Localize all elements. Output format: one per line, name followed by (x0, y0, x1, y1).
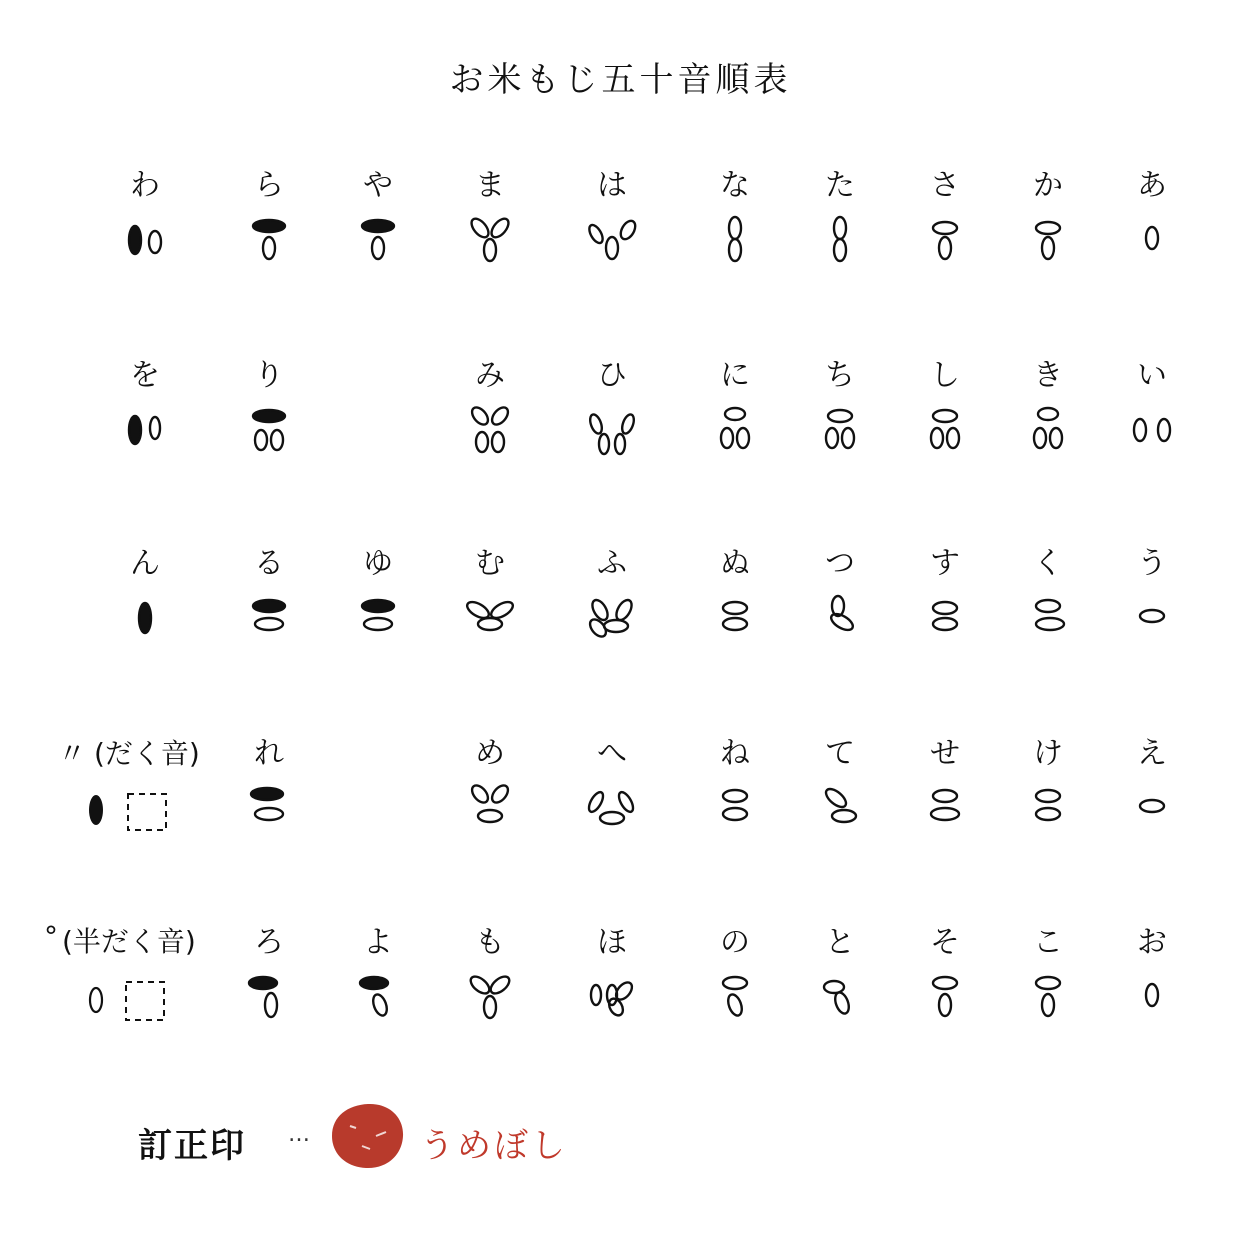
rice-grain-glyph-icon (115, 402, 175, 462)
rice-grain-glyph-icon (810, 212, 870, 272)
kana-cell (790, 925, 890, 1055)
kana-cell (685, 546, 785, 676)
rice-grain-glyph-icon (239, 780, 299, 840)
rice-grain-glyph-icon (460, 212, 520, 272)
rice-grain-glyph-icon (582, 590, 642, 650)
kana-label: ぬ (720, 546, 750, 581)
kana-cell (95, 546, 195, 676)
kana-label: て (825, 736, 855, 771)
kana-label: る (254, 546, 284, 581)
kana-cell (440, 168, 540, 298)
kana-label: う (1137, 546, 1167, 581)
rice-grain-glyph-icon (1018, 402, 1078, 462)
kana-label: そ (930, 925, 960, 960)
rice-grain-glyph-icon (1018, 780, 1078, 840)
rice-grain-glyph-icon (1122, 780, 1182, 840)
kana-cell (895, 168, 995, 298)
kana-cell (440, 546, 540, 676)
kana-label: め (475, 736, 505, 771)
kana-label: り (254, 358, 284, 393)
kana-label: か (1033, 168, 1063, 203)
rice-grain-glyph-icon (915, 402, 975, 462)
correction-seal-label: 訂正印 (138, 1126, 246, 1166)
kana-label: ひ (597, 358, 627, 393)
handakuten-label: (半だく音) (62, 925, 196, 958)
rice-grain-glyph-icon (915, 590, 975, 650)
kana-cell (998, 546, 1098, 676)
kana-label: い (1137, 358, 1167, 393)
rice-grain-glyph-icon (460, 969, 520, 1029)
rice-grain-glyph-icon (1018, 212, 1078, 272)
rice-grain-glyph-icon (1122, 402, 1182, 462)
kana-label: ろ (254, 925, 284, 960)
stamp-name: うめぼし (420, 1126, 568, 1166)
kana-label: く (1033, 546, 1063, 581)
kana-label: ん (130, 546, 160, 581)
kana-label: え (1137, 736, 1167, 771)
rice-grain-glyph-icon (239, 212, 299, 272)
kana-cell (562, 546, 662, 676)
kana-label: つ (825, 546, 855, 581)
kana-cell (219, 736, 319, 866)
rice-grain-glyph-icon (705, 780, 765, 840)
kana-label: す (930, 546, 960, 581)
kana-label: き (1033, 358, 1063, 393)
rice-grain-glyph-icon (239, 402, 299, 462)
kana-label: へ (597, 736, 627, 771)
kana-cell (328, 546, 428, 676)
kana-cell (562, 736, 662, 866)
handakuten-example-icon (84, 978, 174, 1026)
kana-cell (440, 925, 540, 1055)
rice-grain-glyph-icon (582, 780, 642, 840)
kana-cell (562, 925, 662, 1055)
rice-grain-glyph-icon (915, 780, 975, 840)
dakuten-example-icon (84, 788, 174, 836)
rice-grain-glyph-icon (582, 969, 642, 1029)
handakuten-mark: ° (44, 920, 58, 953)
kana-cell (998, 168, 1098, 298)
rice-grain-glyph-icon (1122, 212, 1182, 272)
dakuten-label: (だく音) (94, 737, 200, 770)
kana-label: よ (363, 925, 393, 960)
rice-grain-glyph-icon (348, 212, 408, 272)
rice-grain-glyph-icon (348, 969, 408, 1029)
kana-label: や (363, 168, 393, 203)
rice-grain-glyph-icon (1122, 590, 1182, 650)
kana-label: お (1137, 925, 1167, 960)
rice-grain-glyph-icon (810, 402, 870, 462)
kana-cell (440, 358, 540, 488)
kana-label: に (720, 358, 750, 393)
kana-label: も (475, 925, 505, 960)
kana-cell (790, 736, 890, 866)
kana-cell (1102, 546, 1202, 676)
kana-cell (219, 925, 319, 1055)
rice-grain-glyph-icon (915, 969, 975, 1029)
rice-grain-glyph-icon (1018, 969, 1078, 1029)
kana-cell (219, 546, 319, 676)
rice-grain-glyph-icon (460, 780, 520, 840)
kana-cell (685, 358, 785, 488)
kana-cell (790, 168, 890, 298)
kana-cell (998, 358, 1098, 488)
kana-label: さ (930, 168, 960, 203)
rice-grain-glyph-icon (582, 212, 642, 272)
kana-cell (895, 546, 995, 676)
kana-label: ほ (597, 925, 627, 960)
kana-label: を (130, 358, 160, 393)
kana-label: む (475, 546, 505, 581)
rice-grain-glyph-icon (705, 212, 765, 272)
kana-cell (219, 358, 319, 488)
umeboshi-stamp-icon (328, 1100, 406, 1172)
kana-label: け (1033, 736, 1063, 771)
kana-label: み (475, 358, 505, 393)
kana-cell (95, 168, 195, 298)
kana-cell (998, 925, 1098, 1055)
kana-label: ら (254, 168, 284, 203)
rice-grain-glyph-icon (705, 969, 765, 1029)
rice-grain-glyph-icon (239, 590, 299, 650)
kana-label: ゆ (363, 546, 393, 581)
rice-grain-glyph-icon (460, 402, 520, 462)
rice-grain-glyph-icon (239, 969, 299, 1029)
kana-label: の (720, 925, 750, 960)
kana-cell (685, 925, 785, 1055)
leader-dots: … (288, 1122, 310, 1147)
page-title: お米もじ五十音順表 (449, 60, 792, 100)
kana-label: ま (475, 168, 505, 203)
rice-grain-glyph-icon (705, 402, 765, 462)
rice-grain-glyph-icon (810, 780, 870, 840)
kana-cell (328, 168, 428, 298)
kana-cell (895, 736, 995, 866)
rice-grain-glyph-icon (915, 212, 975, 272)
kana-label: と (825, 925, 855, 960)
kana-cell (95, 358, 195, 488)
kana-label: れ (254, 736, 284, 771)
rice-grain-glyph-icon (115, 590, 175, 650)
kana-cell (219, 168, 319, 298)
kana-cell (562, 168, 662, 298)
kana-label: な (720, 168, 750, 203)
kana-label: こ (1033, 925, 1063, 960)
kana-label: ね (720, 736, 750, 771)
kana-label: ち (825, 358, 855, 393)
rice-grain-glyph-icon (705, 590, 765, 650)
kana-label: わ (130, 168, 160, 203)
kana-cell (790, 546, 890, 676)
kana-cell (440, 736, 540, 866)
kana-label: ふ (597, 546, 627, 581)
rice-grain-glyph-icon (810, 590, 870, 650)
kana-cell (328, 925, 428, 1055)
kana-cell (895, 358, 995, 488)
kana-cell (562, 358, 662, 488)
rice-grain-glyph-icon (1122, 969, 1182, 1029)
kana-cell (895, 925, 995, 1055)
rice-grain-glyph-icon (810, 969, 870, 1029)
kana-label: せ (930, 736, 960, 771)
dakuten-mark: 〃 (58, 737, 87, 770)
kana-cell (1102, 168, 1202, 298)
kana-label: し (930, 358, 960, 393)
rice-grain-glyph-icon (115, 212, 175, 272)
kana-cell (685, 168, 785, 298)
kana-cell (685, 736, 785, 866)
kana-cell (1102, 925, 1202, 1055)
kana-cell (790, 358, 890, 488)
kana-cell (998, 736, 1098, 866)
kana-cell (1102, 736, 1202, 866)
rice-grain-glyph-icon (348, 590, 408, 650)
rice-grain-glyph-icon (460, 590, 520, 650)
kana-label: あ (1137, 168, 1167, 203)
kana-cell (1102, 358, 1202, 488)
kana-label: た (825, 168, 855, 203)
rice-grain-glyph-icon (1018, 590, 1078, 650)
kana-label: は (597, 168, 627, 203)
rice-grain-glyph-icon (582, 402, 642, 462)
